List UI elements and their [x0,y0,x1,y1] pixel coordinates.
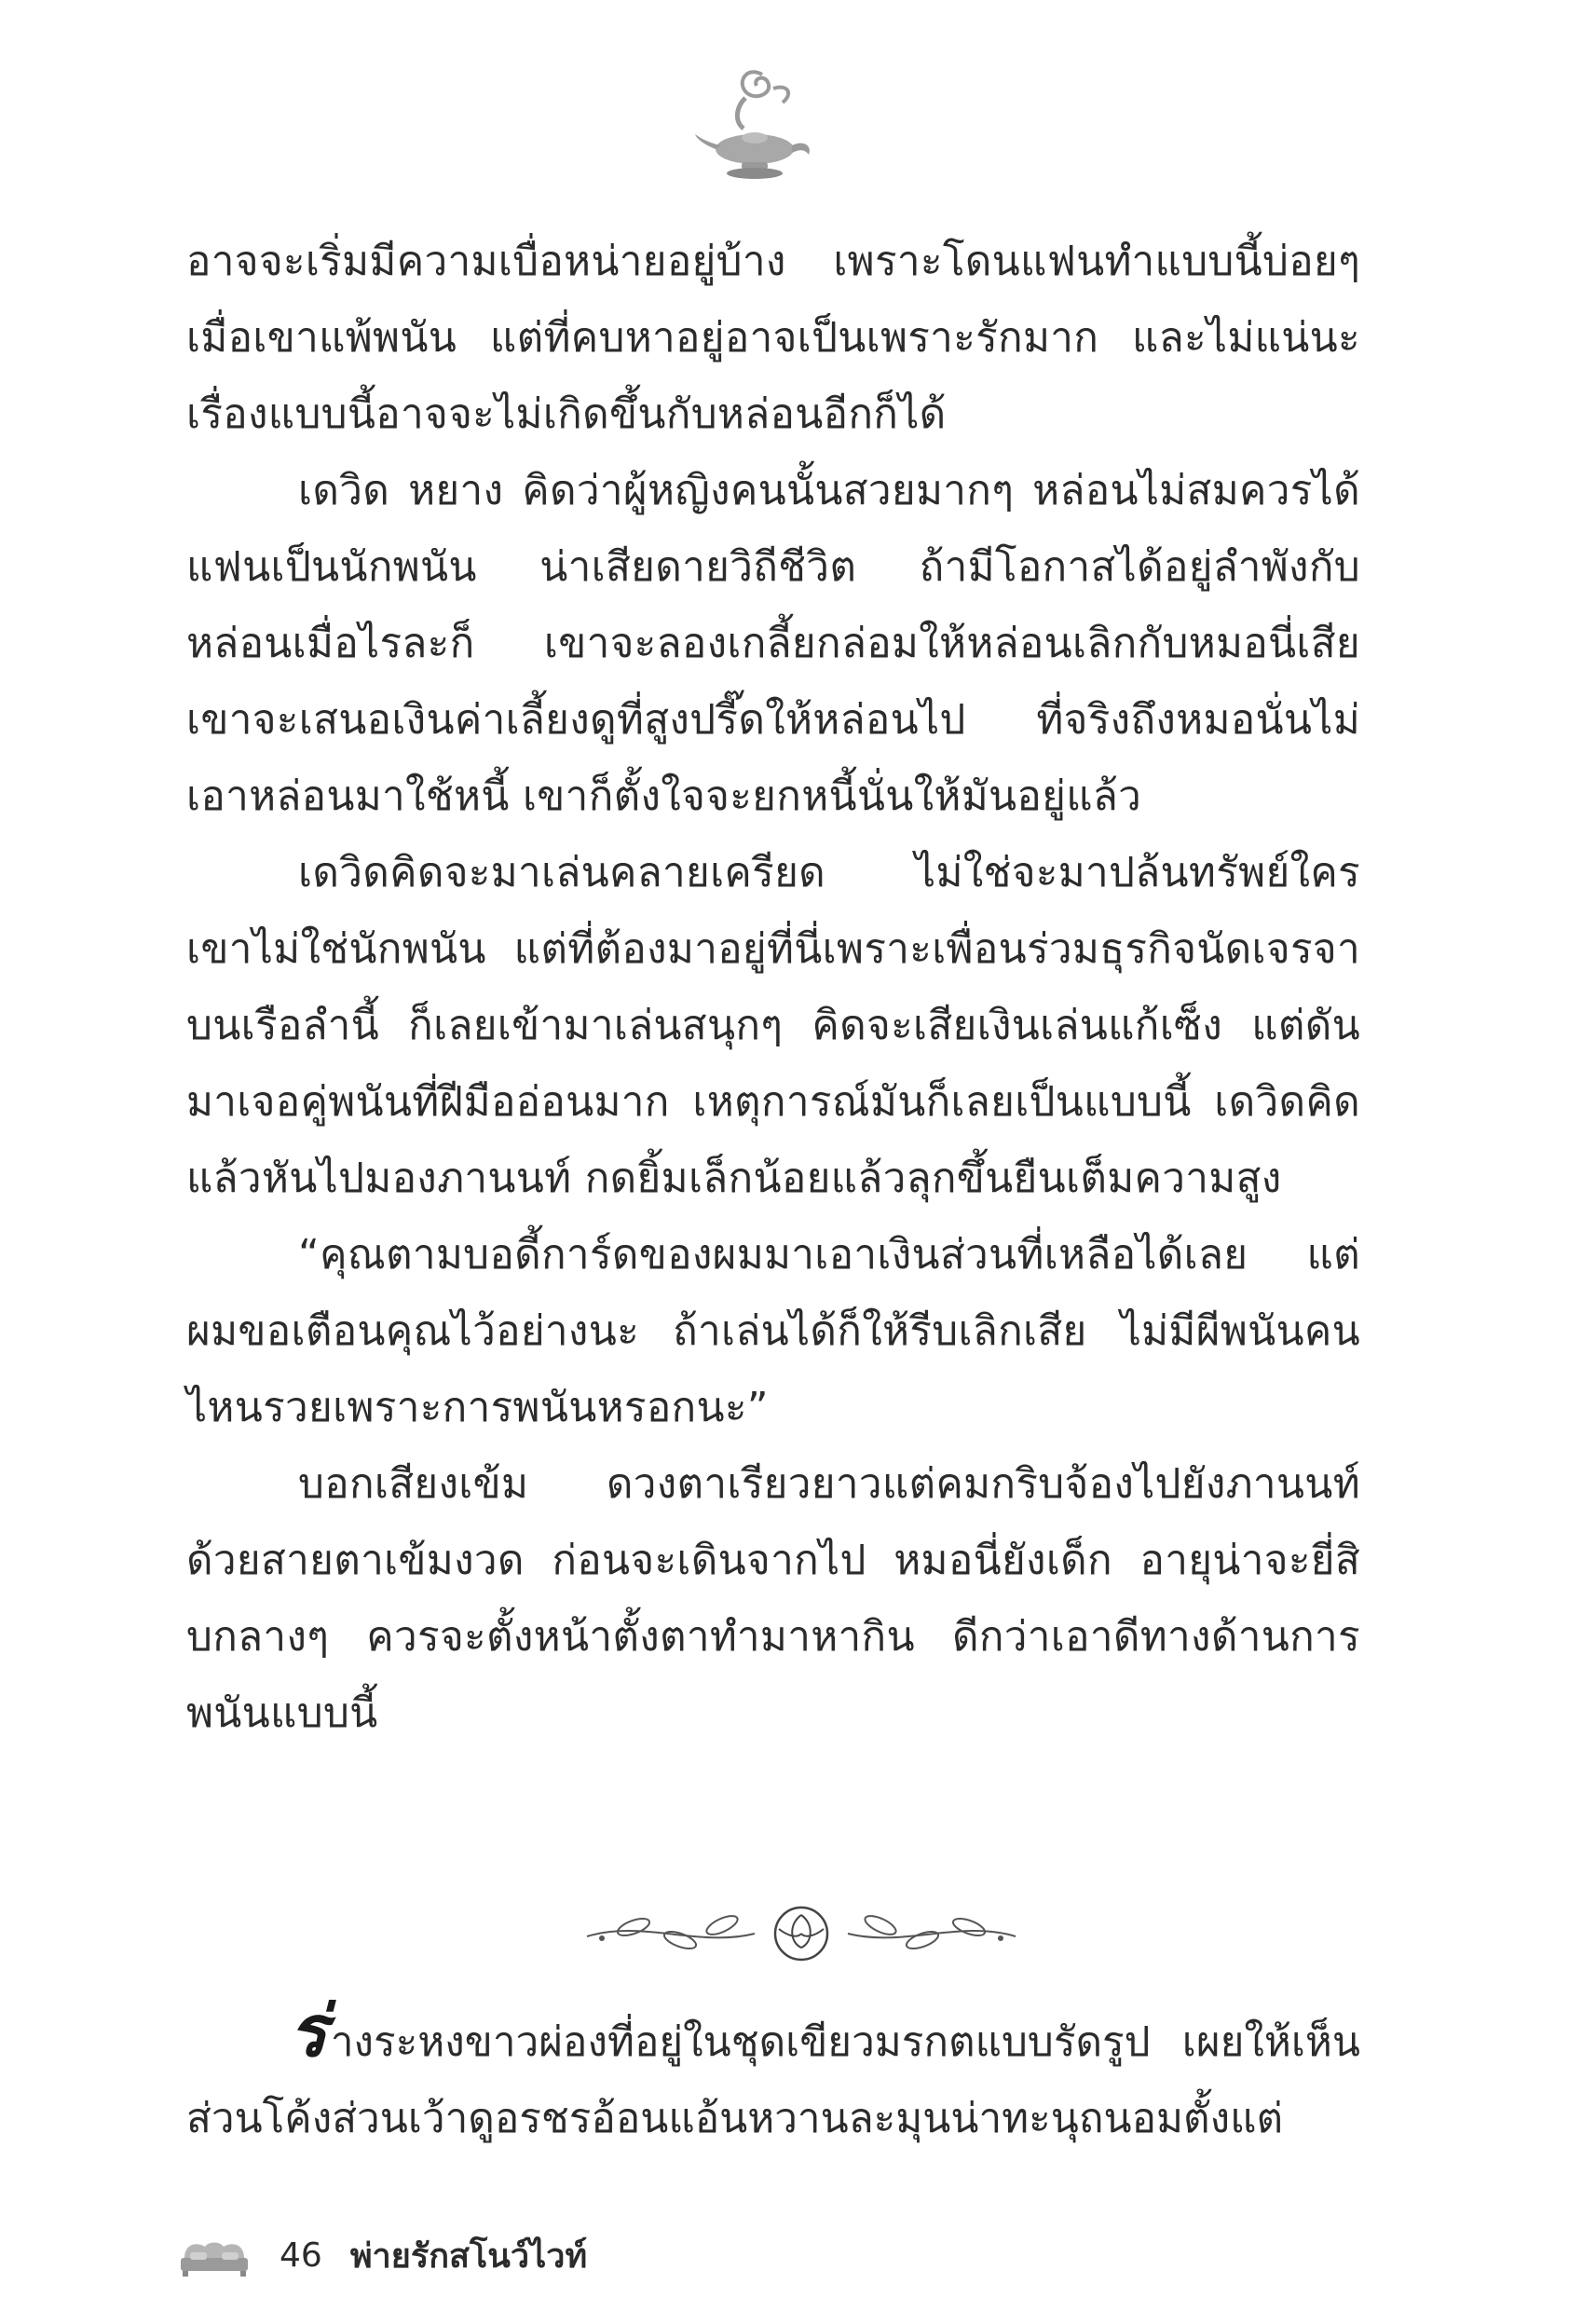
paragraph [186,1990,1360,2157]
bed-icon [177,2232,252,2278]
page-footer [177,2227,587,2283]
paragraph: เดวิดคิดจะมาเล่นคลายเครียด ไม่ใช่จะมาปล้นทรัพย์ใคร เขาไม่ใช่นักพนัน แต่ที่ต้องมาอยู่ที่นี่เพราะเพื่อนร่วมธุรกิจนัดเจรจาบนเรือลำนี้ ก็เลยเข้ามาเล่นสนุกๆ คิดจะเสียเงินเล่นแก้เซ็ง แต่ดันมาเจอคู่พนันที่ฝีมืออ่อนมาก เหตุการณ์มันก็เลยเป็นแบบนี้ เดวิดคิดแล้วหันไปมองภานนท์ กดยิ้มเล็กน้อยแล้วลุกขึ้นยืนเต็มความสูง [186,849,1360,1202]
page-number: 46 [280,2236,322,2275]
paragraph: เดวิด หยาง คิดว่าผู้หญิงคนนั้นสวยมากๆ หล่อนไม่สมควรได้แฟนเป็นนักพนัน น่าเสียดายวิถีชีวิต ถ้ามีโอกาสได้อยู่ลำพังกับหล่อนเมื่อไรละก็ เขาจะลองเกลี้ยกล่อมให้หล่อนเลิกกับหมอนี่เสีย เขาจะเสนอเงินค่าเลี้ยงดูที่สูงปรี๊ดให้หล่อนไป ที่จริงถึงหมอนั่นไม่เอาหล่อนมาใช้หนี้ เขาก็ตั้งใจจะยกหนี้นั่นให้มันอยู่แล้ว [186,467,1360,820]
dropcap: ร่ [289,1990,327,2072]
section-start [186,1990,1360,2157]
paragraph: บอกเสียงเข้ม ดวงตาเรียวยาวแต่คมกริบจ้องไปยังภานนท์ด้วยสายตาเข้มงวด ก่อนจะเดินจากไป หมอนี่ยังเด็ก อายุน่าจะยี่สิบกลางๆ ควรจะตั้งหน้าตั้งตาทำมาหากิน ดีกว่าเอาดีทางด้านการพนันแบบนี้ [186,1460,1360,1737]
paragraph-text: างระหงขาวผ่องที่อยู่ในชุดเขียวมรกตแบบรัดรูป เผยให้เห็นส่วนโค้งส่วนเว้าดูอรชรอ้อนแอ้นหวานละมุนน่าทะนุถนอมตั้งแต่ [186,2018,1360,2142]
paragraph: อาจจะเริ่มมีความเบื่อหน่ายอยู่บ้าง เพราะโดนแฟนทำแบบนี้บ่อยๆ เมื่อเขาแพ้พนัน แต่ที่คบหาอยู่อาจเป็นเพราะรักมาก และไม่แน่นะ เรื่องแบบนี้อาจจะไม่เกิดขึ้นกับหล่อนอีกก็ได้ [186,238,1360,438]
floral-divider-icon [568,1892,1034,1976]
book-title: พ่ายรักสโนว์ไวท์ [349,2236,588,2276]
genie-lamp-icon [689,56,820,196]
main-text [186,224,1360,1752]
paragraph: “คุณตามบอดี้การ์ดของผมมาเอาเงินส่วนที่เหลือได้เลย แต่ผมขอเตือนคุณไว้อย่างนะ ถ้าเล่นได้ก็ให้รีบเลิกเสีย ไม่มีผีพนันคนไหนรวยเพราะการพนันหรอกนะ” [186,1231,1360,1431]
